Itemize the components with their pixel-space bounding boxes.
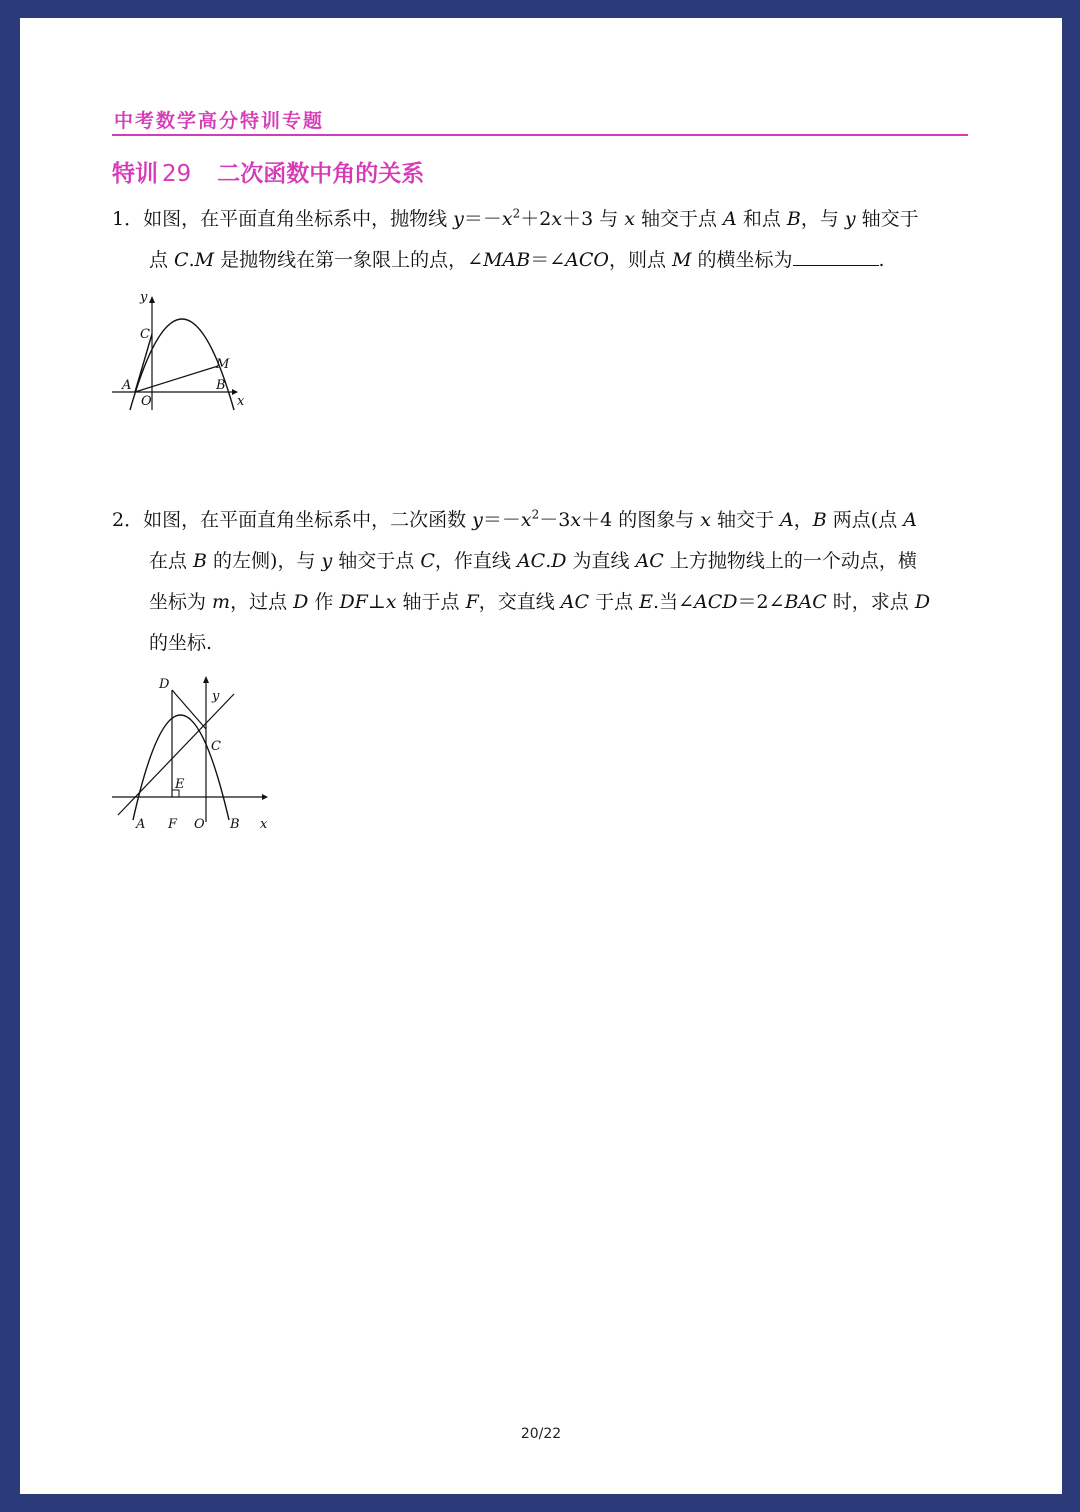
question-1-line-1: 1．如图，在平面直角坐标系中，抛物线 $y=-x^2+2x+3$ 与 x 轴交于点 A 和点 B，与 y 轴交于 xyxy=(112,206,919,230)
question-2 xyxy=(112,500,972,664)
label-c: C xyxy=(140,327,150,342)
label-x: x xyxy=(237,394,245,409)
label-y: y xyxy=(140,290,148,305)
running-header: 中考数学高分特训专题 xyxy=(114,110,325,132)
figure-2-parabola-graph xyxy=(108,670,288,830)
answer-blank[interactable] xyxy=(793,247,879,266)
y-axis-arrow xyxy=(149,296,155,303)
label-e: E xyxy=(175,777,185,792)
label-y: y xyxy=(212,689,220,704)
question-2-line-1: 2．如图，在平面直角坐标系中，二次函数 $y=-x^2-3x+4$ 的图象与 x 轴交于 A，B 两点(点 A xyxy=(112,507,917,531)
label-b: B xyxy=(230,817,240,830)
question-2-line-4: 的坐标. xyxy=(149,632,213,654)
label-m: M xyxy=(216,357,230,372)
segment-am xyxy=(135,366,218,392)
label-a: A xyxy=(136,817,146,830)
label-c: C xyxy=(211,739,221,754)
y-axis-arrow xyxy=(203,676,209,683)
section-name: 二次函数中角的关系 xyxy=(217,161,425,187)
section-title xyxy=(112,155,424,188)
header-rule xyxy=(112,134,968,136)
section-number: 29 xyxy=(162,161,192,187)
x-axis-arrow xyxy=(262,794,268,800)
label-b: B xyxy=(216,378,226,393)
section-prefix: 特训 xyxy=(112,161,158,187)
question-1-line-2: 点 C.M 是抛物线在第一象限上的点，∠MAB＝∠ACO，则点 M 的横坐标为 . xyxy=(149,249,885,271)
question-1 xyxy=(112,199,972,281)
label-d: D xyxy=(159,677,170,692)
segment-ac xyxy=(135,334,152,392)
page-number: 20/22 xyxy=(520,1426,562,1442)
worksheet-page xyxy=(20,18,1062,1494)
parabola-curve xyxy=(133,715,229,820)
segment-dc xyxy=(172,690,206,729)
question-2-line-3: 坐标为 m，过点 D 作 DF⊥x 轴于点 F，交直线 AC 于点 E.当∠ACD＝2∠BAC 时，求点 D xyxy=(149,591,931,613)
label-o: O xyxy=(141,394,152,409)
figure-1-parabola-graph xyxy=(108,286,258,416)
label-f: F xyxy=(168,817,178,830)
label-o: O xyxy=(194,817,205,830)
label-a: A xyxy=(122,378,132,393)
label-x: x xyxy=(260,817,268,830)
question-2-line-2: 在点 B 的左侧)，与 y 轴交于点 C，作直线 AC.D 为直线 AC 上方抛物线上的一个动点，横 xyxy=(149,550,917,572)
